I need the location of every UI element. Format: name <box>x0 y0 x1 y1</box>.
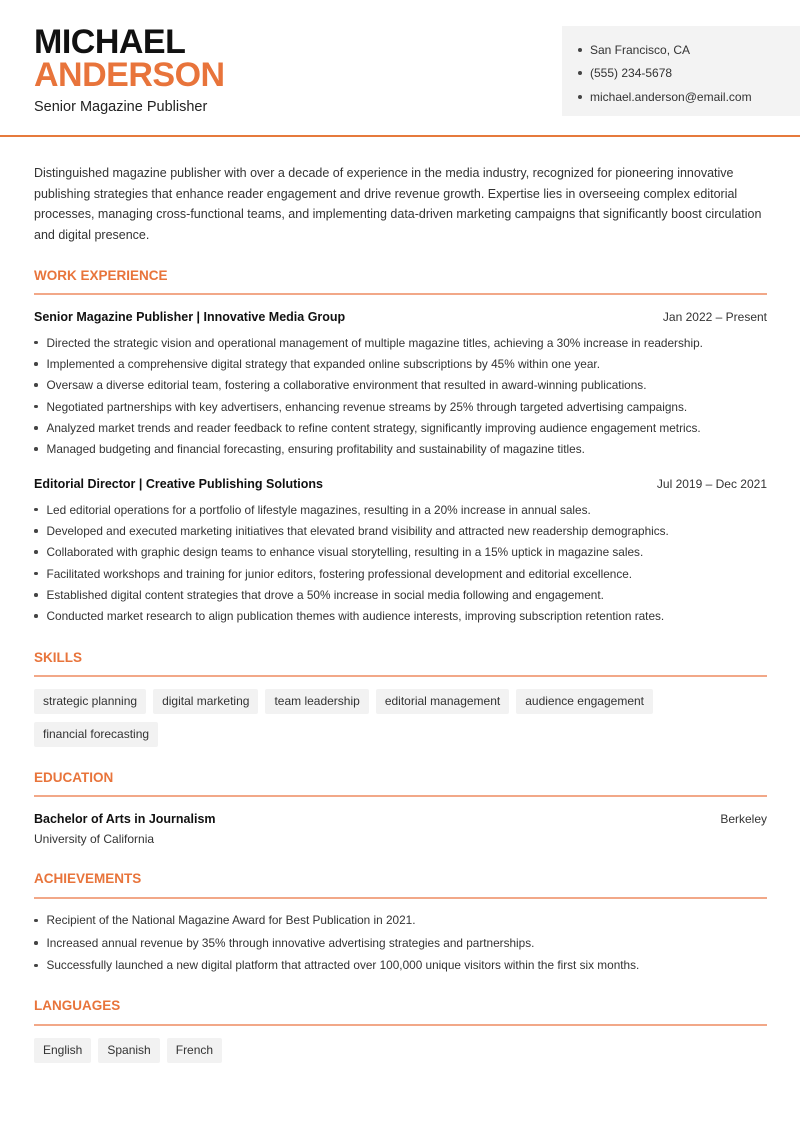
section-title-achievements: ACHIEVEMENTS <box>34 871 142 886</box>
list-item: Collaborated with graphic design teams to enhance visual storytelling, resulting in a 15% uptick in magazine sales. <box>34 542 774 563</box>
section-title-education: EDUCATION <box>34 770 114 785</box>
skill-tag: audience engagement <box>516 689 653 714</box>
list-item: Directed the strategic vision and operational management of multiple magazine titles, achieving a 30% increase in readership. <box>34 332 774 353</box>
achievements-list <box>34 909 774 977</box>
list-item: Negotiated partnerships with key advertisers, enhancing revenue streams by 25% through targeted advertising campaigns. <box>34 396 774 417</box>
contact-location: San Francisco, CA <box>578 38 800 62</box>
bullet-icon <box>578 48 582 52</box>
bullet-icon <box>578 95 582 99</box>
bullet-icon <box>34 447 38 451</box>
education-header <box>34 812 767 826</box>
bullet-icon <box>34 572 38 576</box>
job-position: Editorial Director | Creative Publishing Solutions <box>34 477 323 491</box>
skill-tag: editorial management <box>376 689 509 714</box>
job-header <box>34 310 767 324</box>
list-item: Analyzed market trends and reader feedback to refine content strategy, significantly improving audience engagement metrics. <box>34 417 774 438</box>
languages-list <box>34 1038 774 1063</box>
contact-email: michael.anderson@email.com <box>578 85 800 109</box>
section-divider <box>34 293 767 295</box>
bullet-icon <box>34 919 38 923</box>
list-item: Oversaw a diverse editorial team, fostering a collaborative environment that resulted in award-winning publications. <box>34 375 774 396</box>
section-divider <box>34 897 767 899</box>
list-item: Developed and executed marketing initiatives that elevated brand visibility and attracted new readership demographics. <box>34 520 774 541</box>
first-name: MICHAEL <box>34 23 186 61</box>
bullet-icon <box>34 593 38 597</box>
bullet-icon <box>34 614 38 618</box>
list-item: Successfully launched a new digital platform that attracted over 100,000 unique visitors within the first six months. <box>34 954 774 977</box>
list-item: Managed budgeting and financial forecasting, ensuring profitability and sustainability of magazine titles. <box>34 438 774 459</box>
bullet-icon <box>34 941 38 945</box>
skill-tag: financial forecasting <box>34 722 158 747</box>
education-degree: Bachelor of Arts in Journalism <box>34 812 216 826</box>
job-bullets <box>34 332 774 460</box>
bullet-icon <box>34 508 38 512</box>
bullet-icon <box>34 550 38 554</box>
list-item: Established digital content strategies that drove a 50% increase in social media following and engagement. <box>34 584 774 605</box>
resume-header <box>0 0 800 137</box>
bullet-icon <box>34 964 38 968</box>
summary: Distinguished magazine publisher with over a decade of experience in the media industry, recognized for pioneering innovative publishing strategies that enhance reader engagement and drive revenue growth. Expertise lies in overseeing complex editorial processes, managing cross-functional teams, and implementing data-driven marketing campaigns that significantly boost circulation and digital presence. <box>34 166 762 242</box>
skill-tag: digital marketing <box>153 689 258 714</box>
list-item: Conducted market research to align publication themes with audience interests, improving subscription retention rates. <box>34 605 774 626</box>
job-dates: Jan 2022 – Present <box>662 310 767 324</box>
job-dates: Jul 2019 – Dec 2021 <box>656 477 767 491</box>
language-tag: French <box>167 1038 222 1063</box>
bullet-icon <box>34 362 38 366</box>
contact-phone: (555) 234-5678 <box>578 62 800 86</box>
job-title: Senior Magazine Publisher <box>34 99 208 115</box>
skill-tag: strategic planning <box>34 689 146 714</box>
skills-list <box>34 689 774 747</box>
list-item: Led editorial operations for a portfolio of lifestyle magazines, resulting in a 20% increase in annual sales. <box>34 499 774 520</box>
section-title-languages: LANGUAGES <box>34 998 121 1013</box>
section-title-skills: SKILLS <box>34 650 83 665</box>
skill-tag: team leadership <box>265 689 368 714</box>
list-item: Facilitated workshops and training for junior editors, fostering professional development and editorial excellence. <box>34 563 774 584</box>
section-divider <box>34 795 767 797</box>
section-title-work: WORK EXPERIENCE <box>34 268 168 283</box>
job-position: Senior Magazine Publisher | Innovative Media Group <box>34 310 346 324</box>
last-name: ANDERSON <box>34 56 225 94</box>
bullet-icon <box>34 405 38 409</box>
section-divider <box>34 675 767 677</box>
list-item: Implemented a comprehensive digital strategy that expanded online subscriptions by 45% within one year. <box>34 353 774 374</box>
education-school: University of California <box>34 832 155 846</box>
bullet-icon <box>578 71 582 75</box>
list-item: Increased annual revenue by 35% through innovative advertising strategies and partnerships. <box>34 932 774 955</box>
contact-box <box>562 26 800 116</box>
job-bullets <box>34 499 774 627</box>
education-location: Berkeley <box>720 812 767 826</box>
bullet-icon <box>34 426 38 430</box>
section-divider <box>34 1024 767 1026</box>
bullet-icon <box>34 341 38 345</box>
bullet-icon <box>34 383 38 387</box>
bullet-icon <box>34 529 38 533</box>
list-item: Recipient of the National Magazine Award for Best Publication in 2021. <box>34 909 774 932</box>
language-tag: English <box>34 1038 91 1063</box>
language-tag: Spanish <box>98 1038 159 1063</box>
job-header <box>34 477 767 491</box>
